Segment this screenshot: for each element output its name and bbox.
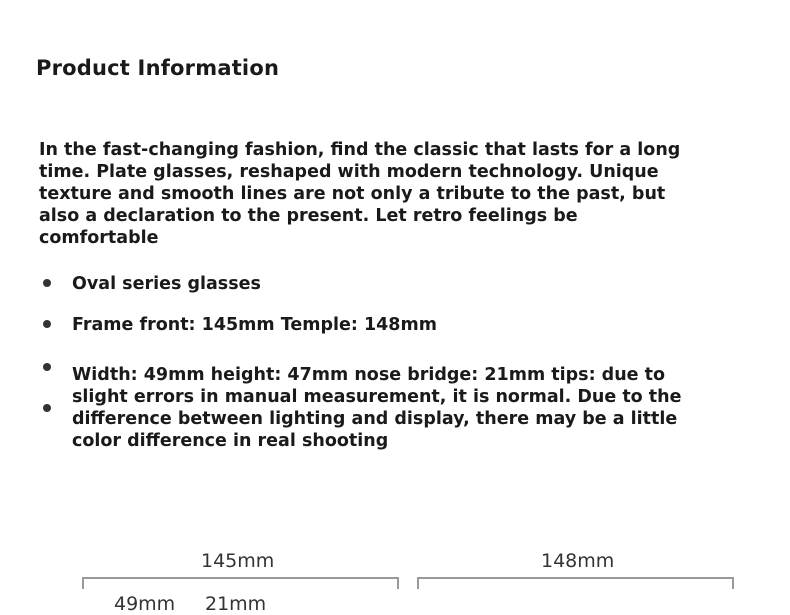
bullet-dot (43, 320, 51, 328)
temple-label: 148mm (541, 550, 615, 572)
bullet-dot (43, 279, 51, 287)
temple-bracket (417, 577, 734, 589)
bullet-dot (43, 404, 51, 412)
lens-width-label: 49mm (114, 593, 176, 615)
intro-paragraph: In the fast-changing fashion, find the classic that lasts for a long time. Plate glasses, reshaped with modern technology. Unique texture and smooth lines are not only a tribute to the past, but also a declaration to the present. Let retro feelings be comfortable (39, 140, 681, 248)
spec-item-dimensions: Width: 49mm height: 47mm nose bridge: 21mm tips: due to slight errors in manual measurement, it is normal. Due to the difference between lighting and display, there may be a little color difference in real shooting (72, 365, 682, 451)
spec-item-series: Oval series glasses (72, 274, 261, 294)
nose-bridge-label: 21mm (205, 593, 267, 615)
section-title: Product Information (36, 56, 280, 80)
spec-item-frame: Frame front: 145mm Temple: 148mm (72, 315, 437, 335)
frame-front-bracket (82, 577, 399, 589)
bullet-dot (43, 363, 51, 371)
frame-front-label: 145mm (201, 550, 275, 572)
